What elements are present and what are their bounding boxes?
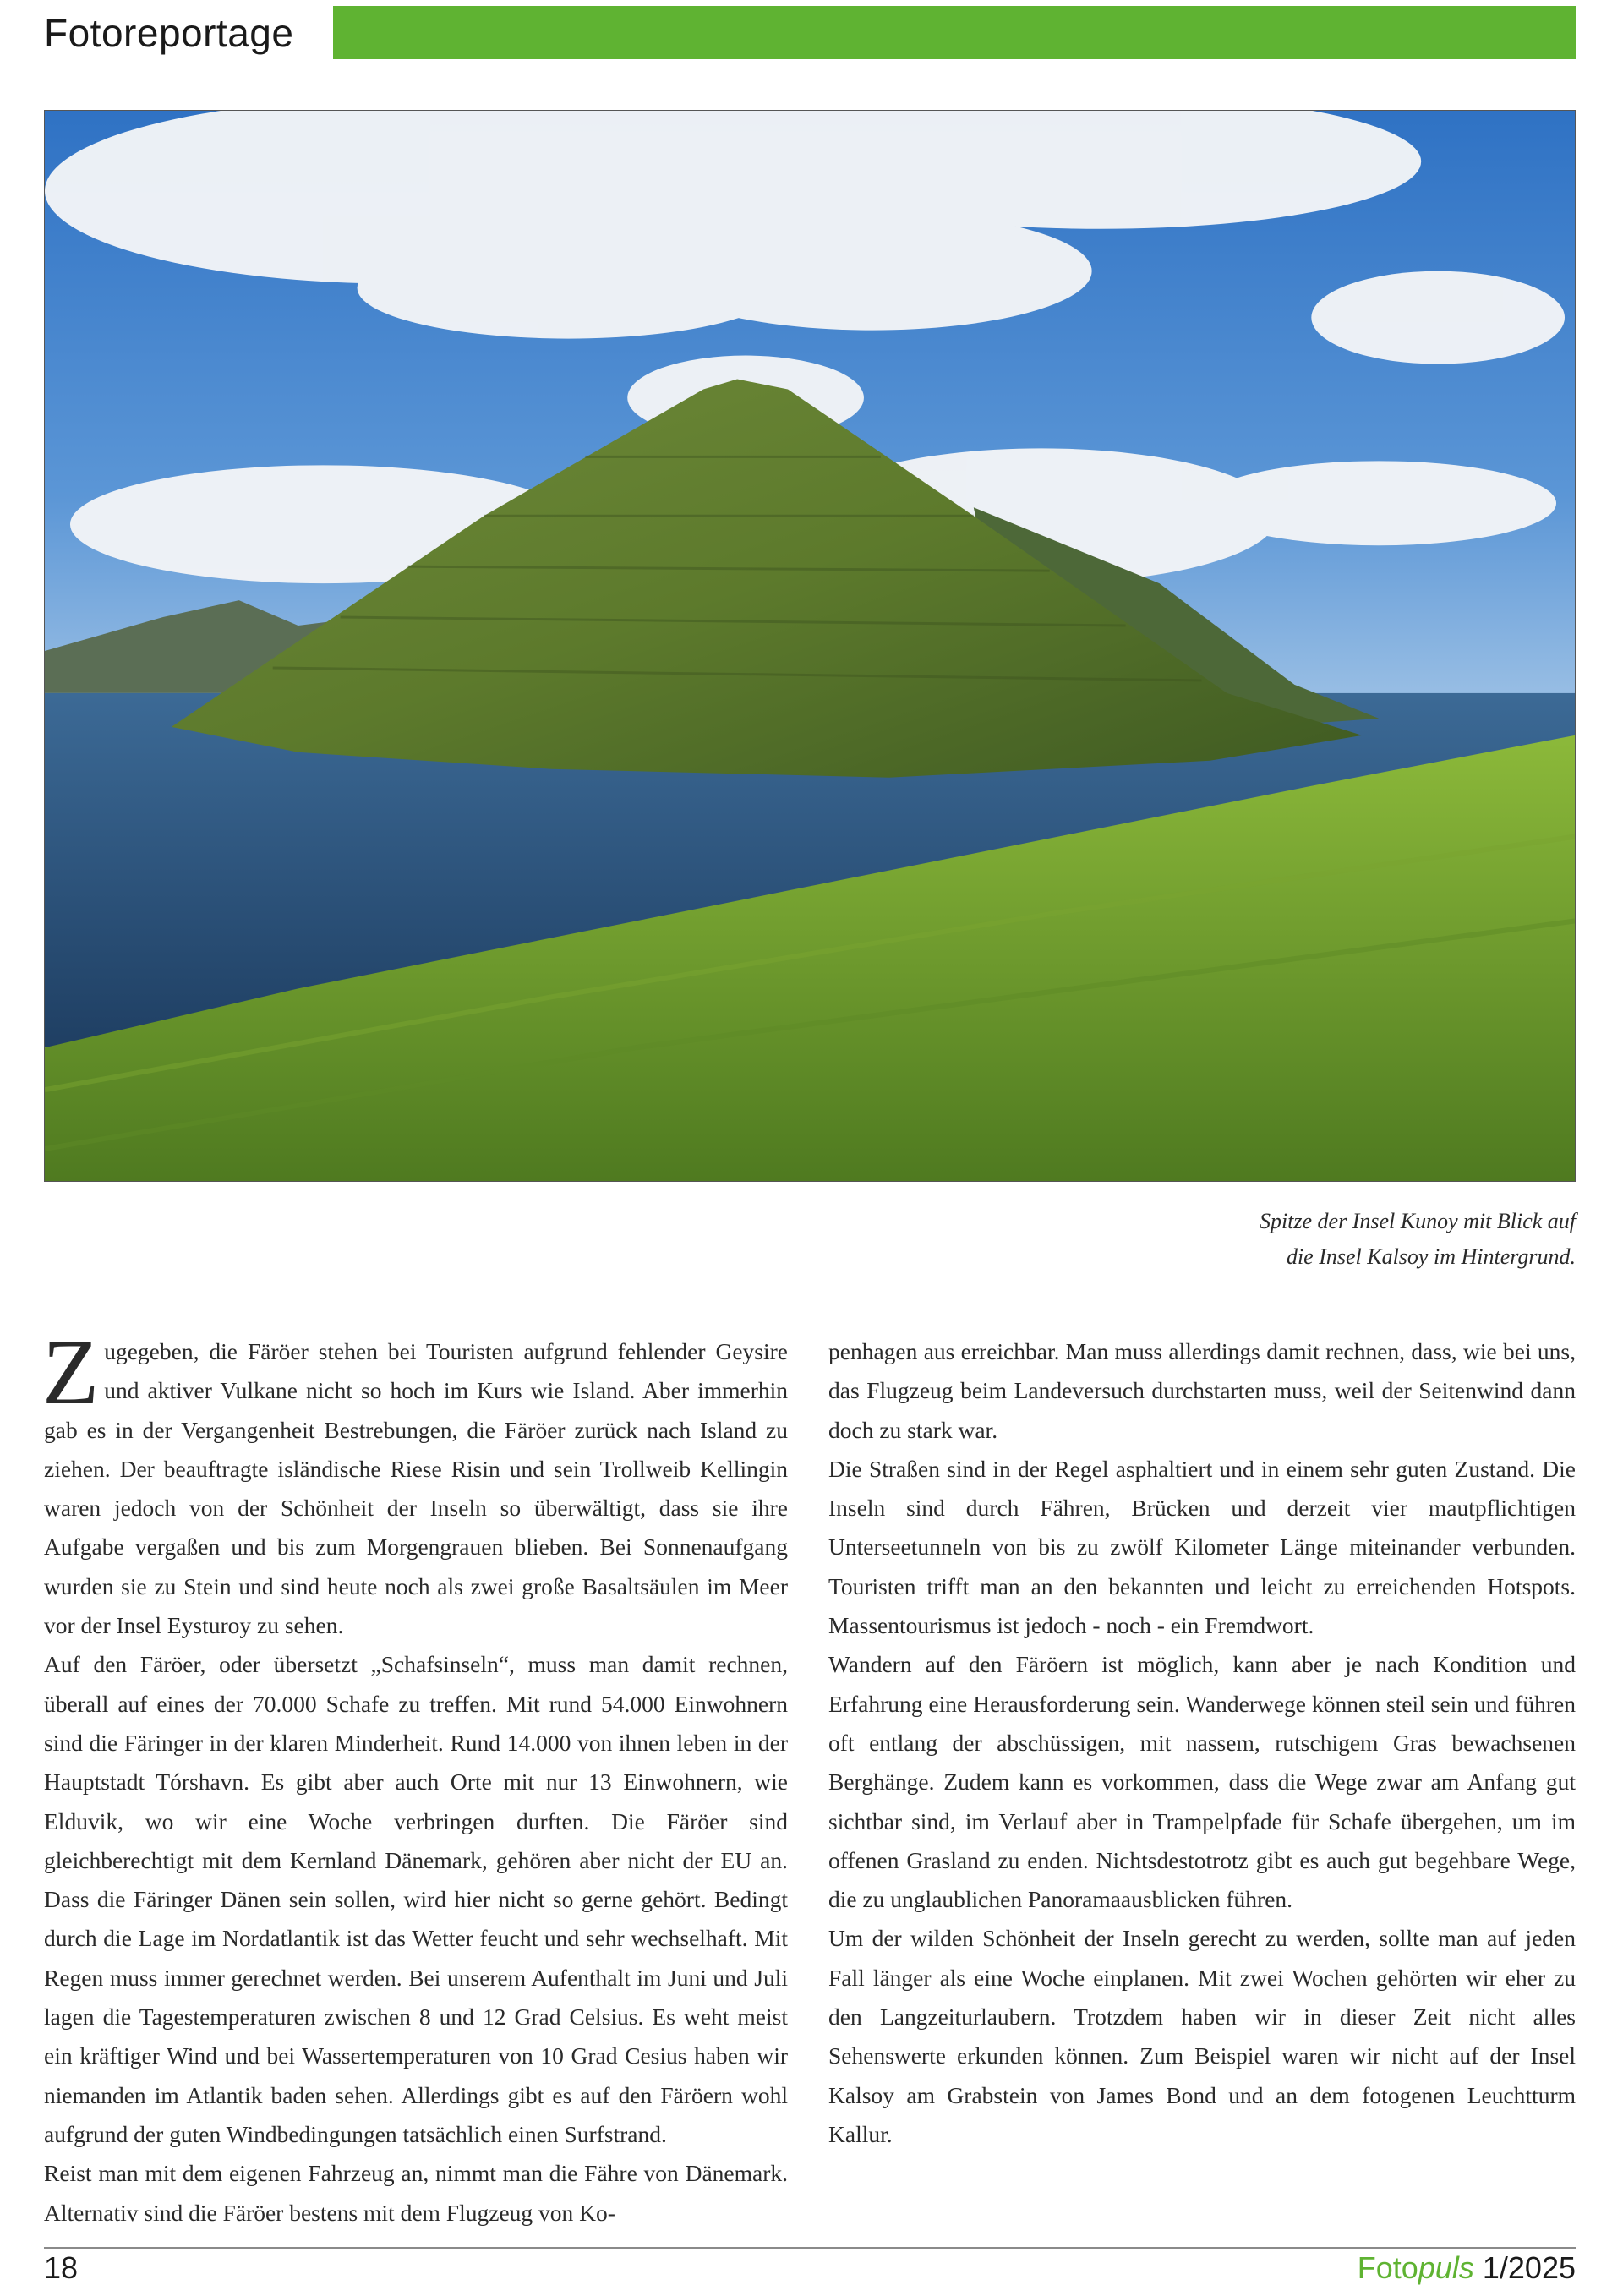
article-paragraph bbox=[42, 1320, 788, 1645]
footer-divider bbox=[44, 2247, 1576, 2249]
article-paragraph: Reist man mit dem eigenen Fahrzeug an, nimmt man die Fähre von Dänemark. Alternativ sind die Färöer bestens mit dem Flugzeug von Ko- bbox=[44, 2160, 788, 2226]
magazine-brand bbox=[1358, 2250, 1576, 2286]
article-column-right bbox=[828, 1332, 1576, 2154]
section-title: Fotoreportage bbox=[44, 11, 294, 55]
page-number: 18 bbox=[44, 2250, 79, 2285]
article-paragraph: Die Straßen sind in der Regel asphaltiert und in einem sehr guten Zustand. Die Inseln sind durch Fähren, Brücken und derzeit vier mautpflichtigen Unterseetunneln von bis zu zwölf Kilometer Länge miteinander verbunden. Touristen trifft man an den bekannten und leicht zu erreichenden Hotspots. Massentourismus ist jedoch - noch - ein Fremdwort. bbox=[828, 1455, 1576, 1639]
brand-foto: Foto bbox=[1357, 2250, 1418, 2285]
article-paragraph: Auf den Färöer, oder übersetzt „Schafsinseln“, muss man damit rechnen, überall auf eines der 70.000 Schafe zu treffen. Mit rund 54.000 Einwohnern sind die Färinger in der klaren Minderheit. Rund 14.000 von ihnen leben in der Hauptstadt Tórshavn. Es gibt aber auch Orte mit nur 13 Einwohnern, wie Elduvik, wo wir eine Woche verbringen durften. Die Färöer sind gleichberechtigt mit dem Kernland Dänemark, gehören aber nicht der EU an. Dass die Färinger Dänen sein sollen, wird hier nicht so gerne gehört. Bedingt durch die Lage im Nordatlantik ist das Wetter feucht und sehr wechselhaft. Mit Regen muss immer gerechnet werden. Bei unserem Aufenthalt im Juni und Juli lagen die Tagestemperaturen zwischen 8 und 12 Grad Celsius. Es weht meist ein kräftiger Wind und bei Wassertemperaturen von 10 Grad Cesius haben wir niemanden im Atlantik baden sehen. Allerdings gibt es auf den Färöern wohl aufgrund der guten Windbedingungen tatsächlich einen Surfstrand. bbox=[44, 1651, 788, 2147]
article-paragraph: Wandern auf den Färöern ist möglich, kann aber je nach Kondition und Erfahrung eine Herausforderung sein. Wanderwege können steil sein und führen oft entlang der abschüssigen, mit nassem, rutschigem Gras bewachsenen Berghänge. Zudem kann es vorkommen, dass die Wege zwar am Anfang gut sichtbar sind, im Verlauf aber in Trampelpfade für Schafe übergehen, um im offenen Grasland zu enden. Nichtsdestotrotz gibt es auch gut begehbare Wege, die zu unglaublichen Panoramaausblicken führen. bbox=[828, 1651, 1576, 1913]
mountain-island-illustration bbox=[45, 111, 1575, 1181]
brand-puls: puls bbox=[1418, 2250, 1474, 2285]
photo-caption bbox=[984, 1204, 1576, 1275]
landscape-photo bbox=[44, 110, 1576, 1182]
article-column-left bbox=[42, 1320, 788, 2233]
drop-cap: Z bbox=[42, 1320, 100, 1424]
article-paragraph: penhagen aus erreichbar. Man muss allerdings damit rechnen, dass, wie bei uns, das Flugzeug beim Landeversuch durchstarten muss, weil der Seitenwind dann doch zu stark war. bbox=[828, 1338, 1576, 1443]
article-paragraph: Um der wilden Schönheit der Inseln gerecht zu werden, sollte man auf jeden Fall länger als eine Woche einplanen. Mit zwei Wochen gehörten wir eher zu den Langzeiturlaubern. Trotzdem haben wir in dieser Zeit nicht alles Sehenswerte erkunden können. Zum Beispiel waren wir nicht auf der Insel Kalsoy am Grabstein von James Bond und an dem fotogenen Leuchtturm Kallur. bbox=[828, 1925, 1576, 2147]
issue-number: 1/2025 bbox=[1473, 2250, 1576, 2285]
article-paragraph-text: ugegeben, die Färöer stehen bei Touristen aufgrund fehlender Geysire und aktiver Vulkane nicht so hoch im Kurs wie Island. Aber immerhin gab es in der Vergangenheit Bestrebungen, die Färöer zurück nach Island zu ziehen. Der beauftragte isländische Riese Risin und sein Trollweib Kellingin waren jedoch von der Schönheit der Inseln so überwältigt, dass sie ihre Aufgabe vergaßen und bis zum Morgengrauen blieben. Bei Sonnenaufgang wurden sie zu Stein und sind heute noch als zwei große Basaltsäulen im Meer vor der Insel Eysturoy zu sehen. bbox=[44, 1338, 788, 1639]
header-accent-bar bbox=[333, 6, 1576, 59]
caption-line-1: Spitze der Insel Kunoy mit Blick auf bbox=[1259, 1209, 1576, 1233]
caption-line-2: die Insel Kalsoy im Hintergrund. bbox=[1286, 1244, 1576, 1269]
